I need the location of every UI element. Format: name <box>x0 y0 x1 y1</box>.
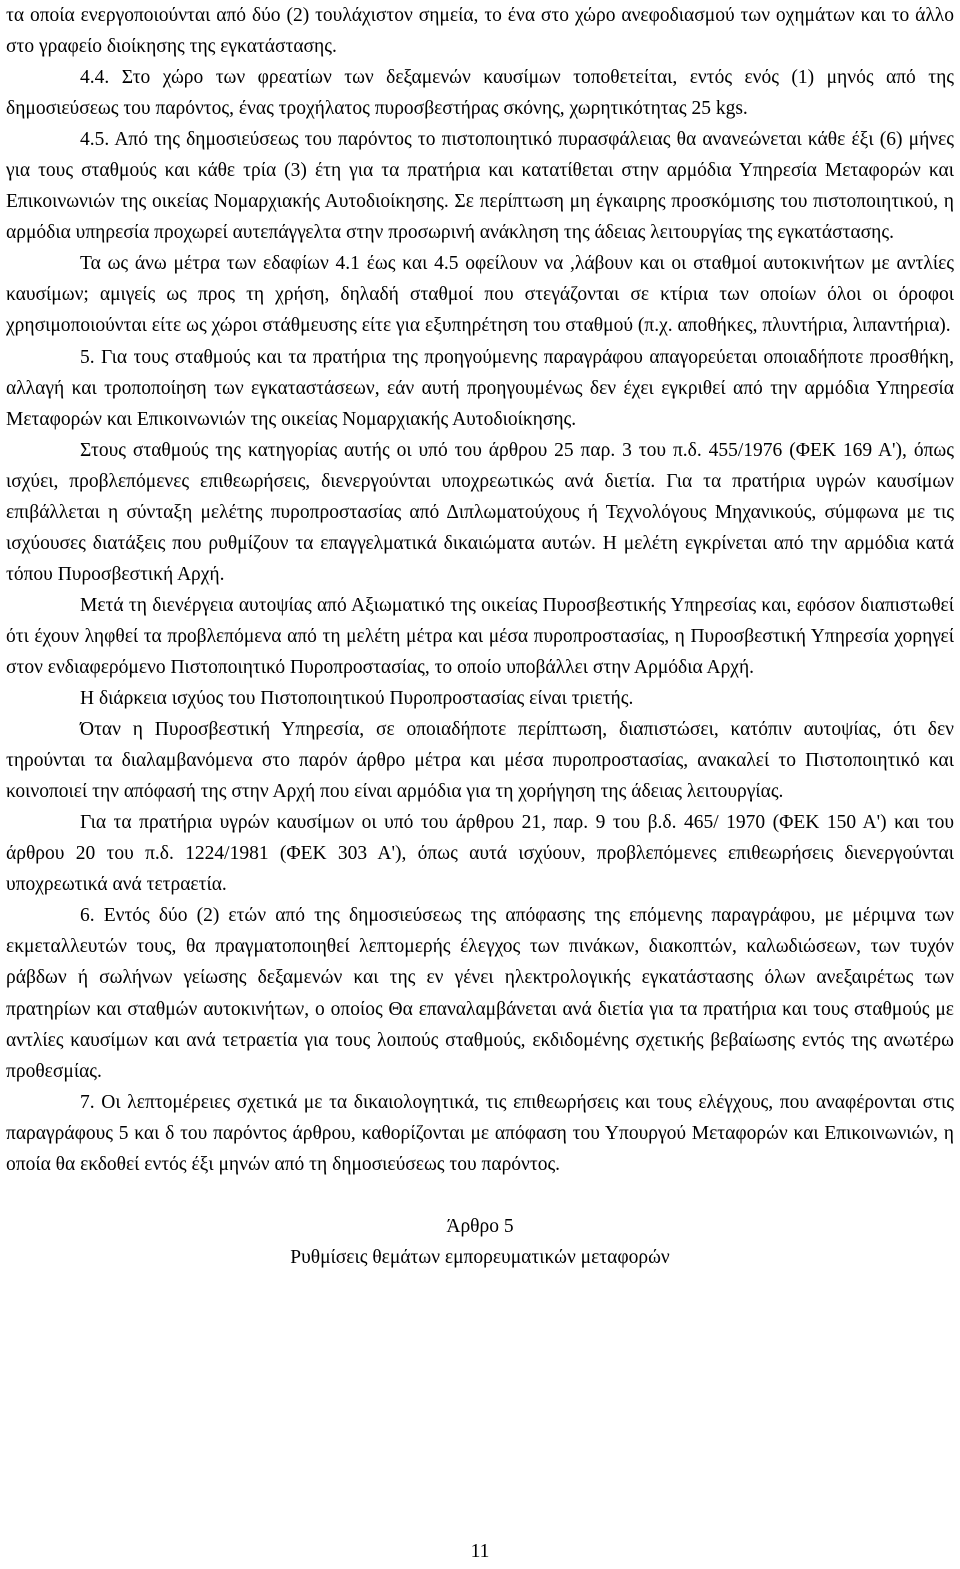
paragraph-4-5: 4.5. Από της δημοσιεύσεως του παρόντος το πιστοποιητικό πυρασφάλειας θα ανανεώνεται κάθε έξι (6) μήνες για τους σταθμούς και κάθε τρία (3) έτη για τα πρατήρια και κατατίθεται στην αρμόδια Υπηρεσία Μεταφορών και Επικοινωνιών της οικείας Νομαρχιακής Αυτοδιοίκησης. Σε περίπτωση μη έγκαιρης προσκόμισης του πιστοποιητικού, η αρμόδια υπηρεσία προχωρεί αυτεπάγγελτα στην προσωρινή ανάκληση της άδειας λειτουργίας της εγκατάστασης. <box>6 129 954 244</box>
paragraph-6: 6. Εντός δύο (2) ετών από της δημοσιεύσεως της απόφασης της επόμενης παραγράφου, με μέριμνα των εκμεταλλευτών τους, θα πραγματοποιηθεί λεπτομερής έλεγχος των πινάκων, διακοπτών, καλωδιώσεων, των τυχόν ράβδων ή σωλήνων γείωσης δεξαμενών και της εν γένει ηλεκτρολογικής εγκατάστασης όλων ανεξαιρέτως των πρατηρίων και σταθμών αυτοκινήτων, ο οποίος Θα επαναλαμβάνεται ανά διετία για τα πρατήρια και τους σταθμούς με αντλίες καυσίμων και ανά τετραετία για τους λοιπούς σταθμούς, εκδιδομένης σχετικής βεβαίωσης εντός της ανωτέρω προθεσμίας. <box>6 905 954 1082</box>
paragraph-measures-scope: Τα ως άνω μέτρα των εδαφίων 4.1 έως και 4.5 οφείλουν να ,λάβουν και οι σταθμοί αυτοκινήτων με αντλίες καυσίμων; αμιγείς ως προς τη χρήση, δηλαδή σταθμοί που στεγάζονται σε κτίρια των οποίων όλοι οι όροφοι χρησιμοποιούνται είτε ως χώροι στάθμευσης είτε για εξυπηρέτηση του σταθμού (π.χ. αποθήκες, πλυντήρια, λιπαντήρια). <box>6 253 954 337</box>
page-number: 11 <box>470 1541 490 1562</box>
paragraph-continuation: τα οποία ενεργοποιούνται από δύο (2) τουλάχιστον σημεία, το ένα στο χώρο ανεφοδιασμού των οχημάτων και το άλλο στο γραφείο διοίκησης της εγκατάστασης. <box>6 5 954 58</box>
paragraph-certificate-revocation: Όταν η Πυροσβεστική Υπηρεσία, σε οποιαδήποτε περίπτωση, διαπιστώσει, κατόπιν αυτοψίας, ότι δεν τηρούνται τα διαλαμβανόμενα στο παρόν άρθρο μέτρα και μέσα πυροπροστασίας, ανακαλεί το Πιστοποιητικό και κοινοποιεί την απόφασή της στην Αρχή που είναι αρμόδια για τη χορήγηση της άδειας λειτουργίας. <box>6 719 954 803</box>
paragraph-liquid-fuel-inspections: Για τα πρατήρια υγρών καυσίμων οι υπό του άρθρου 21, παρ. 9 του β.δ. 465/ 1970 (ΦΕΚ 150 Α') και του άρθρου 20 του π.δ. 1224/1981 (ΦΕΚ 303 Α'), όπως αυτά ισχύουν, προβλεπόμενες επιθεωρήσεις διενεργούνται υποχρεωτικά ανά τετραετία. <box>6 812 954 896</box>
section-spacer <box>6 1180 954 1211</box>
paragraph-certificate-duration: Η διάρκεια ισχύος του Πιστοποιητικού Πυροπροστασίας είναι τριετής. <box>80 688 634 710</box>
document-page <box>6 0 954 1273</box>
article-number: Άρθρο 5 <box>446 1215 514 1237</box>
paragraph-7: 7. Οι λεπτομέρειες σχετικά με τα δικαιολογητικά, τις επιθεωρήσεις και τους ελέγχους, που αναφέρονται στις παραγράφους 5 και δ του παρόντος άρθρου, καθορίζονται με απόφαση του Υπουργού Μεταφορών και Επικοινωνιών, η οποία θα εκδοθεί εντός έξι μηνών από τη δημοσιεύσεως του παρόντος. <box>6 1091 954 1175</box>
paragraph-fire-certificate: Μετά τη διενέργεια αυτοψίας από Αξιωματικό της οικείας Πυροσβεστικής Υπηρεσίας και, εφόσον διαπιστωθεί ότι έχουν ληφθεί τα προβλεπόμενα από τη μελέτη μέτρα και μέσα πυροπροστασίας, η Πυροσβεστική Υπηρεσία χορηγεί στον ενδιαφερόμενο Πιστοποιητικό Πυροπροστασίας, το οποίο υποβάλλει στην Αρμόδια Αρχή. <box>6 594 954 678</box>
article-title: Ρυθμίσεις θεμάτων εμπορευματικών μεταφορών <box>290 1246 670 1268</box>
paragraph-4-4: 4.4. Στο χώρο των φρεατίων των δεξαμενών καυσίμων τοποθετείται, εντός ενός (1) μηνός από της δημοσιεύσεως του παρόντος, ένας τροχήλατος πυροσβεστήρας σκόνης, χωρητικότητας 25 kgs. <box>6 67 954 120</box>
paragraph-inspections: Στους σταθμούς της κατηγορίας αυτής οι υπό του άρθρου 25 παρ. 3 του π.δ. 455/1976 (ΦΕΚ 169 Α'), όπως ισχύει, προβλεπόμενες επιθεωρήσεις, διενεργούνται υποχρεωτικώς ανά διετία. Για τα πρατήρια υγρών καυσίμων επιβάλλεται η σύνταξη μελέτης πυροπροστασίας από Διπλωματούχους ή Τεχνολόγους Μηχανικούς, σύμφωνα με τις ισχύουσες διατάξεις που ρυθμίζουν τα επαγγελματικά δικαιώματα αυτών. Η μελέτη εγκρίνεται από την αρμόδια κατά τόπου Πυροσβεστική Αρχή. <box>6 439 954 585</box>
paragraph-5: 5. Για τους σταθμούς και τα πρατήρια της προηγούμενης παραγράφου απαγορεύεται οποιαδήποτε προσθήκη, αλλαγή και τροποποίηση των εγκαταστάσεων, εάν αυτή προηγουμένως δεν έχει εγκριθεί από την αρμόδια Υπηρεσία Μεταφορών και Επικοινωνιών της οικείας Νομαρχιακής Αυτοδιοίκησης. <box>6 346 954 430</box>
